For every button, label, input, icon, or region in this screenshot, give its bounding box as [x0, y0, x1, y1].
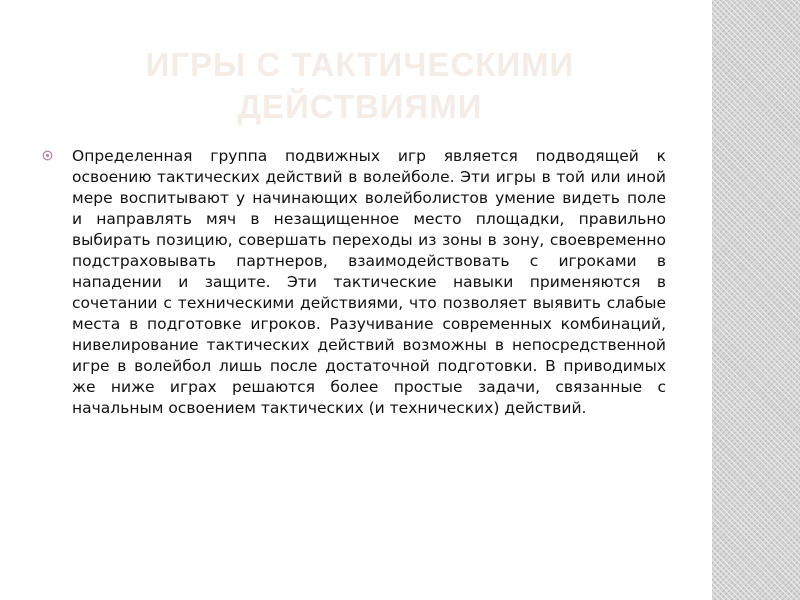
slide-title: ИГРЫ С ТАКТИЧЕСКИМИ ДЕЙСТВИЯМИ	[145, 46, 575, 125]
bullet-text: Определенная группа подвижных игр является подводящей к освоению тактических действий в волейболе. Эти игры в той или иной мере воспитывают у начинающих волейболистов умение видеть поле и направлять мяч в незащищенное место площадки, правильно выбирать позицию, совершать переходы из зоны в зону, своевременно подстраховывать партнеров, взаимодействовать с игроками в нападении и защите. Эти тактические навыки применяются в сочетании с техническими действиями, что позволяет выявить слабые места в подготовке игроков. Разучивание современных комбинаций, нивелирование тактических действий возможны в непосредственной игре в волейбол лишь после достаточной подготовки. В приводимых же ниже играх решаются более простые задачи, связанные с начальным освоением тактических (и технических) действий.	[72, 147, 666, 417]
decorative-side-band	[712, 0, 800, 600]
circle-bullet-icon	[42, 150, 53, 161]
slide-content	[42, 146, 666, 419]
bullet-item	[42, 146, 666, 419]
